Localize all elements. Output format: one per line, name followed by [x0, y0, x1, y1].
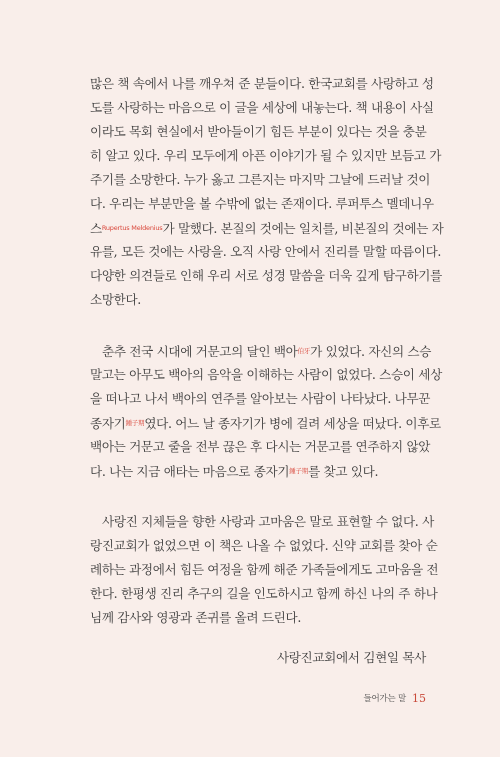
signature: 사랑진교회에서 김현일 목사	[276, 650, 426, 665]
text-segment: 스	[90, 221, 102, 236]
text-segment: 말고는 아무도 백아의 음악을 이해하는 사람이 없었다. 스승이 세상	[90, 367, 442, 382]
paragraph-1	[90, 72, 444, 312]
text-segment: 다. 나는 지금 애타는 마음으로 종자기	[90, 464, 290, 479]
text-line	[90, 606, 426, 630]
text-segment: 님께 감사와 영광과 존귀를 올려 드린다.	[90, 610, 301, 625]
text-line	[90, 339, 432, 363]
text-line	[90, 582, 438, 606]
text-line	[90, 72, 434, 96]
text-line	[90, 387, 431, 411]
text-line	[90, 435, 431, 459]
original-term-annotation: Rupertus Meldenius	[101, 224, 163, 232]
text-segment: 유를, 모든 것에는 사랑을. 오직 사랑 안에서 진리를 말할 따름이다.	[90, 244, 442, 259]
text-segment: 례하는 과정에서 힘든 여정을 함께 해준 가족들에게도 고마움을 전	[90, 562, 439, 577]
original-term-annotation: 伯牙	[297, 347, 311, 355]
text-line	[90, 240, 442, 264]
text-line	[90, 96, 434, 120]
text-segment: 많은 책 속에서 나를 깨우쳐 준 분들이다. 한국교회를 사랑하고 성	[90, 76, 434, 91]
text-segment: 를 찾고 있다.	[308, 464, 379, 479]
text-segment: 백아는 거문고 줄을 전부 끊은 후 다시는 거문고를 연주하지 않았	[90, 439, 431, 454]
page-number: 15	[412, 692, 426, 705]
text-line	[90, 264, 442, 288]
original-term-annotation: 鍾子期	[125, 419, 145, 427]
text-segment: 다양한 의견들로 인해 우리 서로 성경 말씀을 더욱 깊게 탐구하기를	[90, 268, 442, 283]
text-line	[90, 510, 434, 534]
text-line	[90, 288, 426, 312]
text-line	[90, 144, 442, 168]
original-term-annotation: 鍾子期	[289, 467, 309, 475]
text-segment: 가 말했다. 본질의 것에는 일치를, 비본질의 것에는 자	[162, 221, 444, 236]
running-header-section: 들어가는 말	[363, 694, 406, 704]
text-segment: 종자기	[90, 416, 126, 431]
page-footer	[363, 692, 426, 706]
text-segment: 한다. 한평생 진리 추구의 길을 인도하시고 함께 하신 나의 주 하나	[90, 586, 438, 601]
text-line	[90, 459, 426, 483]
text-segment: 소망한다.	[90, 292, 141, 307]
text-segment: 도를 사랑하는 마음으로 이 글을 세상에 내놓는다. 책 내용이 사실	[90, 100, 434, 115]
paragraph-3	[90, 510, 439, 630]
paragraph-2	[90, 339, 442, 483]
text-segment: 랑진교회가 없었으면 이 책은 나올 수 없었다. 신약 교회를 찾아 순	[90, 538, 438, 553]
text-line	[90, 168, 431, 192]
text-segment: 다. 우리는 부분만을 볼 수밖에 없는 존재이다. 루퍼투스 멜데니우	[90, 196, 434, 211]
text-segment: 주기를 소망한다. 누가 옳고 그른지는 마지막 그날에 드러날 것이	[90, 172, 431, 187]
text-segment: 을 떠나고 나서 백아의 연주를 알아보는 사람이 나타났다. 나무꾼	[90, 391, 431, 406]
text-line	[90, 192, 434, 216]
text-line	[90, 216, 444, 240]
text-segment: 였다. 어느 날 종자기가 병에 걸려 세상을 떠났다. 이후로	[144, 416, 441, 431]
text-segment: 히 알고 있다. 우리 모두에게 아픈 이야기가 될 수 있지만 보듬고 가	[90, 148, 442, 163]
text-segment: 춘추 전국 시대에 거문고의 달인 백아	[102, 344, 298, 359]
text-line	[90, 363, 442, 387]
text-segment: 가 있었다. 자신의 스승	[310, 344, 432, 359]
text-line	[90, 120, 426, 144]
text-segment: 사랑진 지체들을 향한 사랑과 고마움은 말로 표현할 수 없다. 사	[102, 514, 434, 529]
text-line	[90, 411, 441, 435]
text-line	[90, 558, 439, 582]
text-line	[90, 534, 438, 558]
text-segment: 이라도 목회 현실에서 받아들이기 힘든 부분이 있다는 것을 충분	[90, 124, 427, 139]
